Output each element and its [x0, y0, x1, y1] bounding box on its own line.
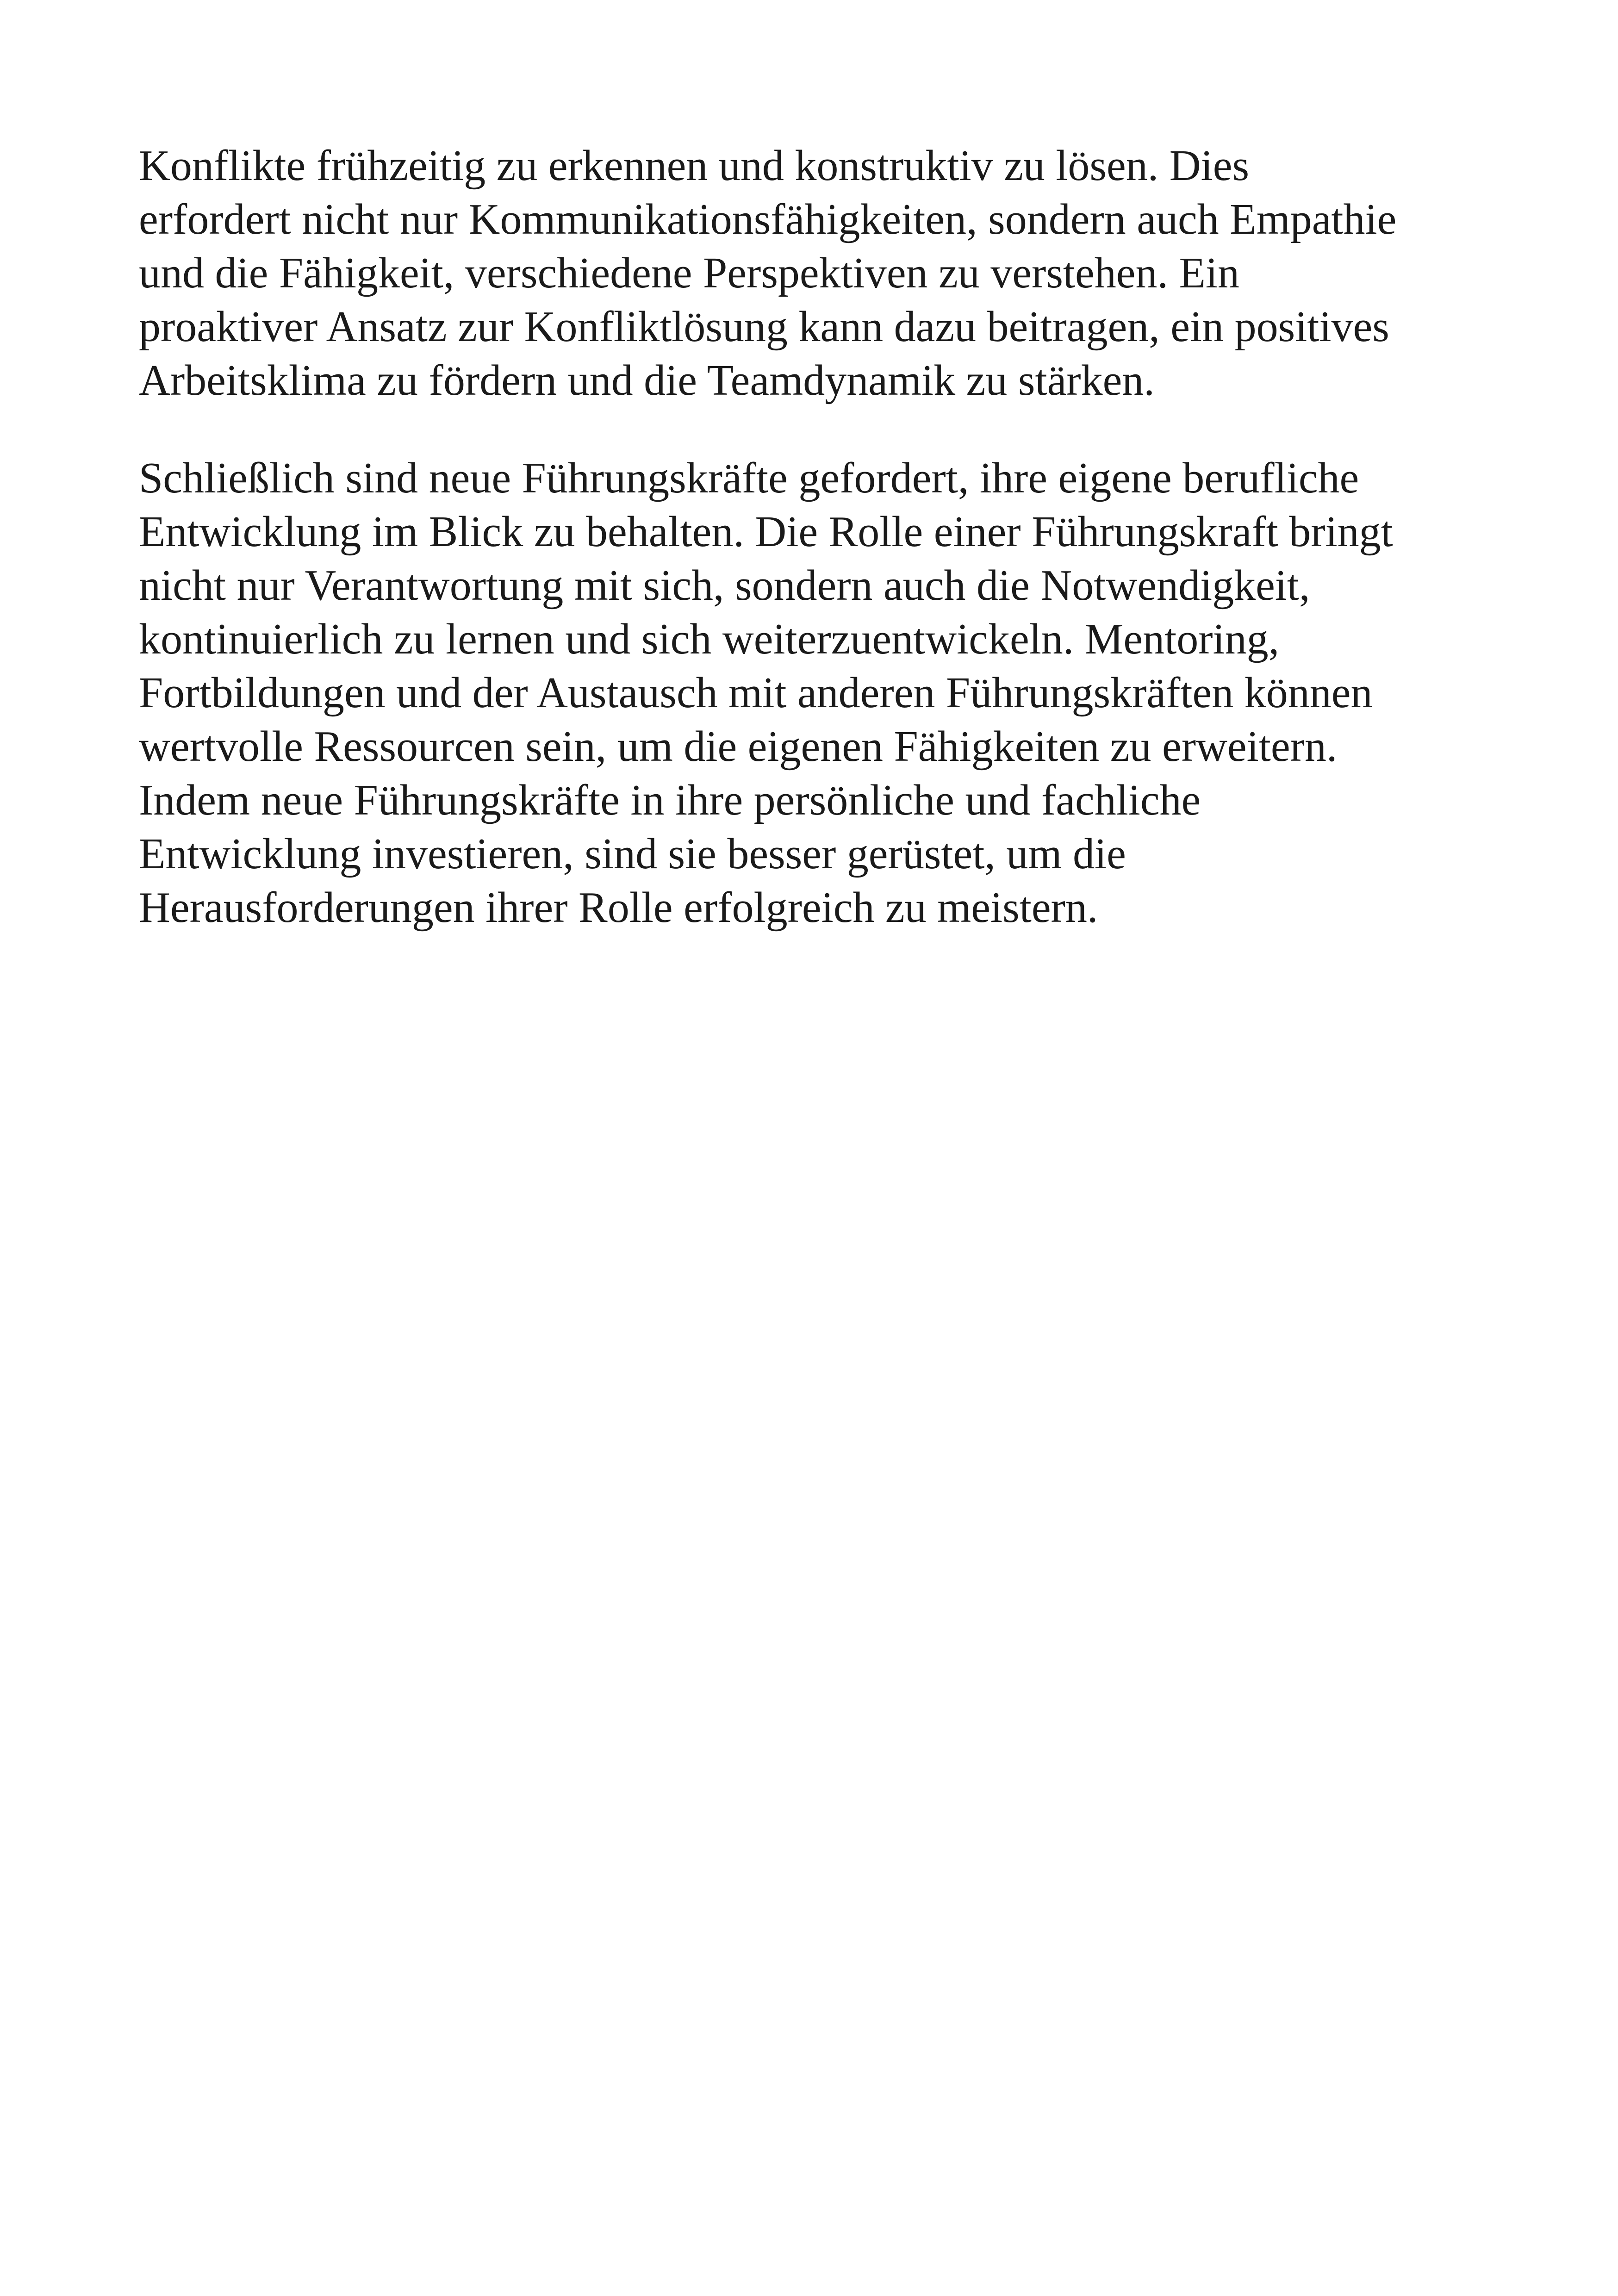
- text-line: Arbeitsklima zu fördern und die Teamdynamik zu stärken.: [139, 356, 1155, 404]
- text-line: Indem neue Führungskräfte in ihre persönliche und fachliche: [139, 776, 1201, 824]
- text-line: Entwicklung investieren, sind sie besser gerüstet, um die: [139, 830, 1126, 878]
- text-line: kontinuierlich zu lernen und sich weiterzuentwickeln. Mentoring,: [139, 615, 1280, 663]
- text-line: Fortbildungen und der Austausch mit anderen Führungskräften können: [139, 669, 1373, 717]
- text-line: Konflikte frühzeitig zu erkennen und konstruktiv zu lösen. Dies: [139, 142, 1250, 190]
- page-body: [139, 139, 1481, 934]
- text-line: proaktiver Ansatz zur Konfliktlösung kann dazu beitragen, ein positives: [139, 303, 1389, 351]
- text-line: Entwicklung im Blick zu behalten. Die Rolle einer Führungskraft bringt: [139, 508, 1393, 556]
- text-line: und die Fähigkeit, verschiedene Perspektiven zu verstehen. Ein: [139, 249, 1239, 297]
- text-line: nicht nur Verantwortung mit sich, sondern auch die Notwendigkeit,: [139, 561, 1310, 610]
- text-line: Herausforderungen ihrer Rolle erfolgreich zu meistern.: [139, 884, 1098, 932]
- text-line: wertvolle Ressourcen sein, um die eigenen Fähigkeiten zu erweitern.: [139, 722, 1338, 771]
- text-line: erfordert nicht nur Kommunikationsfähigkeiten, sondern auch Empathie: [139, 195, 1397, 243]
- paragraph-professional-development: [139, 451, 1481, 934]
- text-line: Schließlich sind neue Führungskräfte gefordert, ihre eigene berufliche: [139, 454, 1359, 502]
- paragraph-conflict-resolution: [139, 139, 1481, 407]
